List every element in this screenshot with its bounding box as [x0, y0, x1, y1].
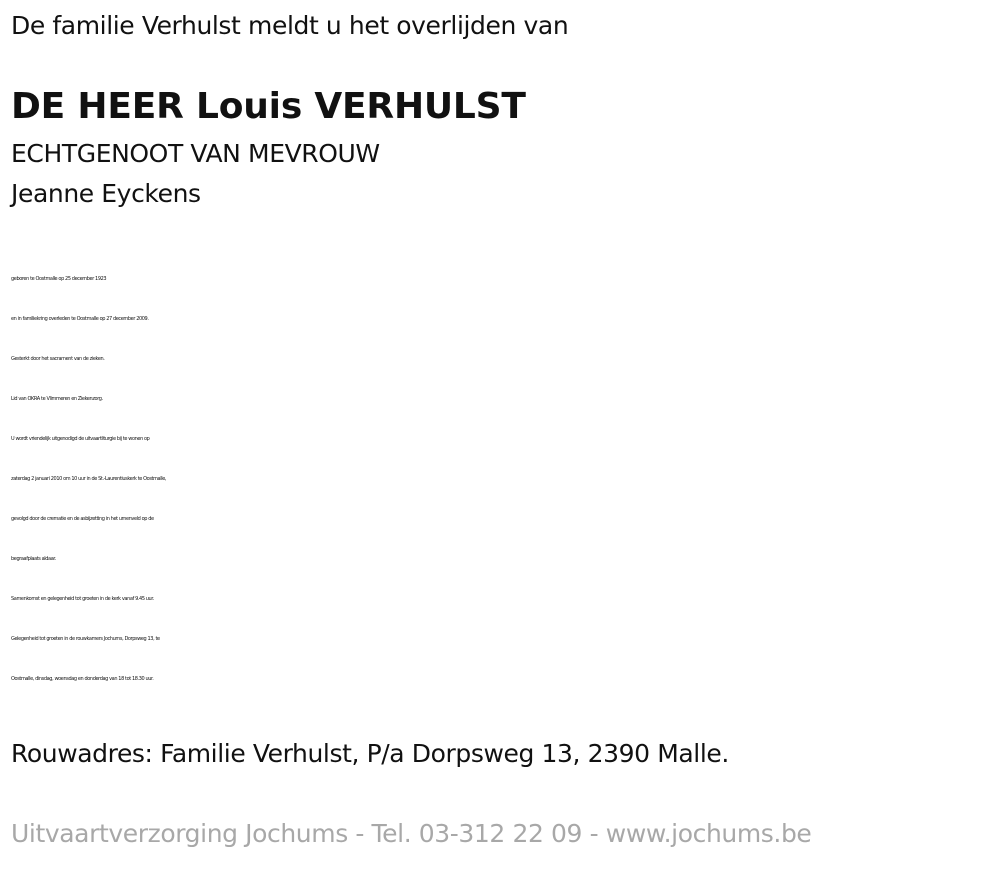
- spouse-name: Jeanne Eyckens: [11, 179, 201, 208]
- body-line: Gesterkt door het sacrament van de zieken.: [11, 356, 105, 362]
- body-line: Samenkomst en gelegenheid tot groeten in de kerk vanaf 9.45 uur.: [11, 596, 154, 602]
- body-line: Gelegenheid tot groeten in de rouwkamers Jochums, Dorpsweg 13, te: [11, 636, 160, 642]
- body-line: zaterdag 2 januari 2010 om 10 uur in de St.-Laurentiuskerk te Oostmalle,: [11, 476, 167, 482]
- body-line: en in familiekring overleden te Oostmalle op 27 december 2009.: [11, 316, 149, 322]
- mourning-address: Rouwadres: Familie Verhulst, P/a Dorpsweg 13, 2390 Malle.: [11, 739, 729, 768]
- body-line: U wordt vriendelijk uitgenodigd de uitvaartliturgie bij te wonen op: [11, 436, 150, 442]
- deceased-name: DE HEER Louis VERHULST: [11, 86, 526, 127]
- body-line: gevolgd door de crematie en de asbijzetting in het urnenveld op de: [11, 516, 154, 522]
- body-line: Oostmalle, dinsdag, woensdag en donderdag van 18 tot 18.30 uur.: [11, 676, 154, 682]
- spouse-label: ECHTGENOOT VAN MEVROUW: [11, 139, 380, 168]
- funeral-home-footer: Uitvaartverzorging Jochums - Tel. 03-312 22 09 - www.jochums.be: [11, 819, 812, 848]
- notice-body: [11, 259, 991, 699]
- body-line: Lid van OKRA te Vlimmeren en Ziekenzorg.: [11, 396, 103, 402]
- body-line: begraafplaats aldaar.: [11, 556, 56, 562]
- intro-text: De familie Verhulst meldt u het overlijden van: [11, 11, 569, 40]
- body-line: geboren te Oostmalle op 25 december 1923: [11, 276, 107, 282]
